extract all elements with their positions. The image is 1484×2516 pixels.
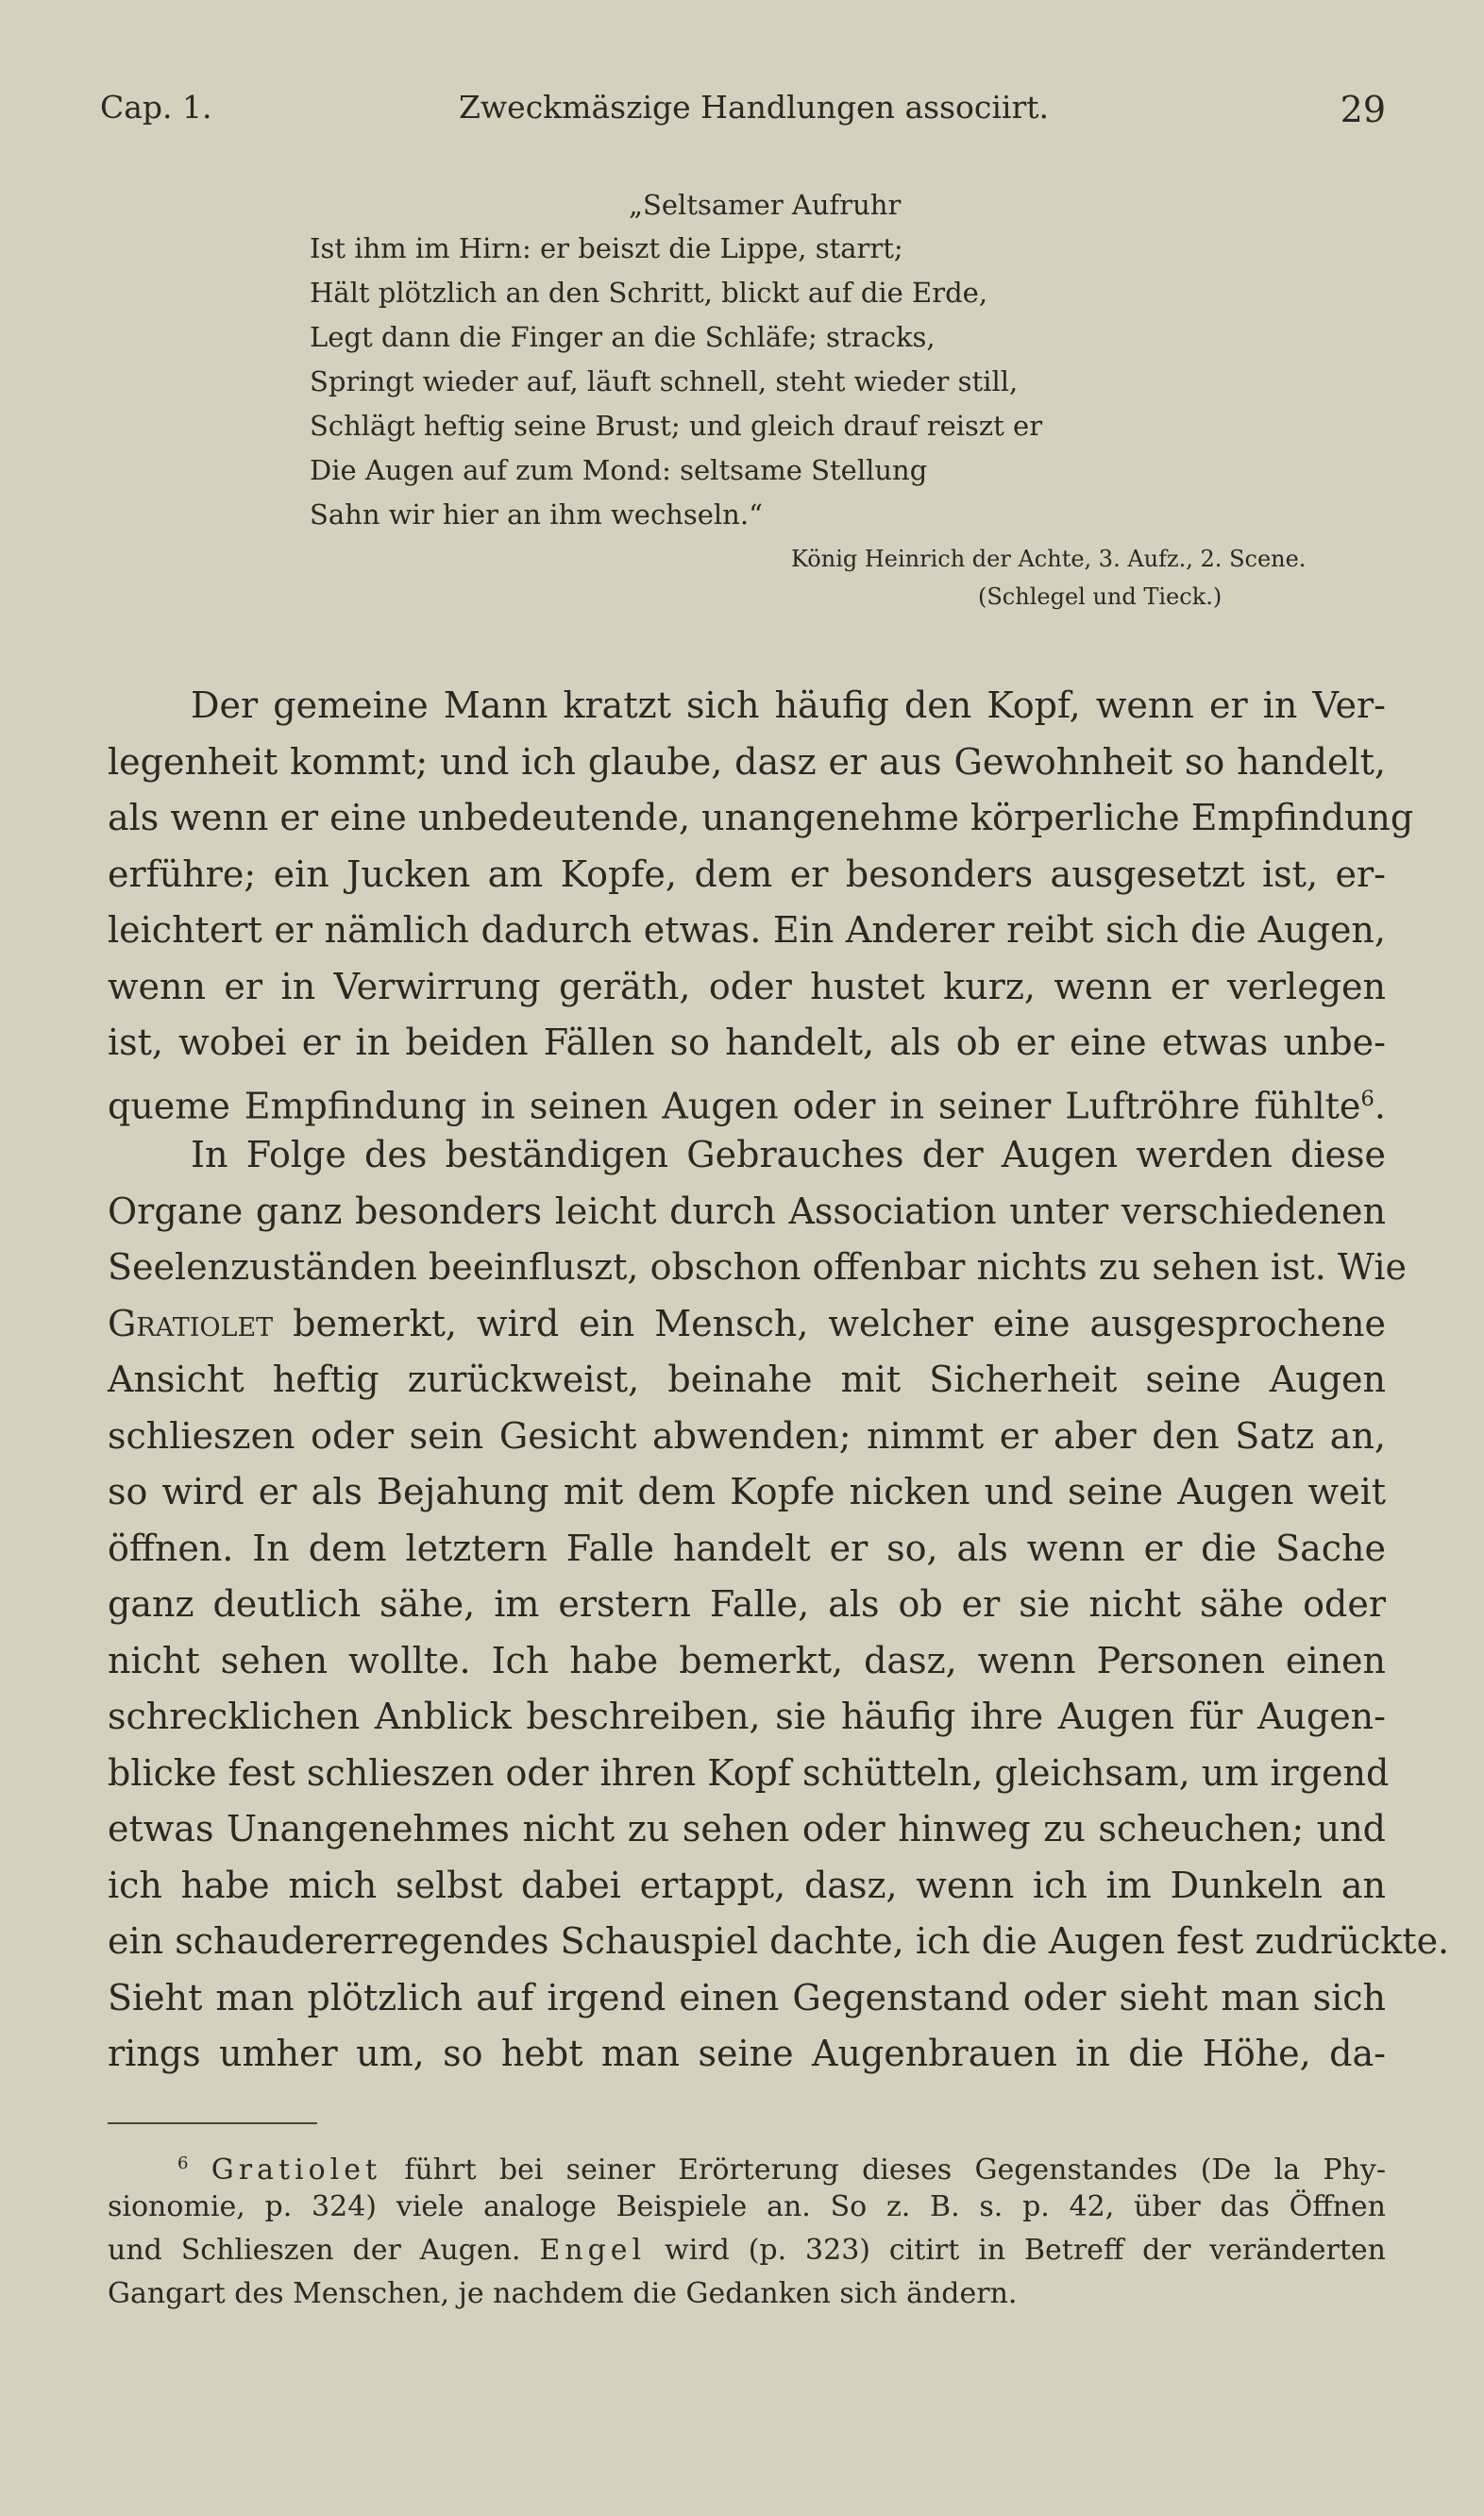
footnote-line: Gangart des Menschen, je nachdem die Gedanken sich ändern.	[108, 2277, 1018, 2310]
author-name: Engel	[539, 2234, 647, 2267]
footnote-words: führt bei seiner Erörterung dieses Gegenstandes (De la Phy-	[381, 2153, 1386, 2187]
text-line	[108, 1300, 1386, 1347]
text-line: Ansicht heftig zurückweist, beinahe mit Sicherheit seine Augen	[108, 1359, 1386, 1400]
text-line: ein schaudererregendes Schauspiel dachte, ich die Augen fest zudrückte.	[108, 1920, 1450, 1962]
footnote-reference[interactable]: 6	[1360, 1087, 1374, 1111]
text-line	[108, 1075, 1386, 1127]
text-line: Organe ganz besonders leicht durch Association unter verschiedenen	[108, 1190, 1386, 1232]
footnote-line: sionomie, p. 324) viele analoge Beispiele an. So z. B. s. p. 42, über das Öffnen	[108, 2190, 1386, 2223]
text-line: In Folge des beständigen Gebrauches der Augen werden diese	[191, 1134, 1386, 1175]
text-line: ich habe mich selbst dabei ertappt, dasz, wenn ich im Dunkeln an	[108, 1865, 1386, 1906]
footnote-line	[177, 2143, 1386, 2185]
footnote-marker: 6	[177, 2153, 189, 2173]
text-line: öffnen. In dem letztern Falle handelt er so, als wenn er die Sache	[108, 1528, 1386, 1569]
verse-line: Ist ihm im Hirn: er beiszt die Lippe, starrt;	[310, 232, 903, 264]
text-line: legenheit kommt; und ich glaube, dasz er aus Gewohnheit so handelt,	[108, 741, 1386, 783]
text-line-words: queme Empfindung in seinen Augen oder in seiner Luftröhre fühlte	[108, 1085, 1361, 1127]
text-line: nicht sehen wollte. Ich habe bemerkt, dasz, wenn Personen einen	[108, 1640, 1386, 1681]
text-line: so wird er als Bejahung mit dem Kopfe nicken und seine Augen weit	[108, 1471, 1386, 1512]
quote-attribution: König Heinrich der Achte, 3. Aufz., 2. Scene.	[791, 546, 1307, 572]
sentence-end: .	[1374, 1085, 1386, 1127]
author-name: Gratiolet	[211, 2153, 382, 2187]
verse-line: Legt dann die Finger an die Schläfe; stracks,	[310, 321, 936, 353]
text-line: ist, wobei er in beiden Fällen so handelt, als ob er eine etwas unbe-	[108, 1022, 1386, 1063]
text-line: leichtert er nämlich dadurch etwas. Ein Anderer reibt sich die Augen,	[108, 909, 1386, 951]
text-line: erführe; ein Jucken am Kopfe, dem er besonders ausgesetzt ist, er-	[108, 853, 1386, 895]
author-name: Gratiolet	[108, 1303, 274, 1344]
verse-line: Sahn wir hier an ihm wechseln.“	[310, 498, 763, 531]
running-title: Zweckmäszige Handlungen associirt.	[459, 89, 1049, 126]
footnote-line	[108, 2230, 1386, 2271]
page-number: 29	[1340, 89, 1386, 130]
footnote-words: und Schlieszen der Augen.	[108, 2234, 540, 2267]
text-line: Der gemeine Mann kratzt sich häufig den Kopf, wenn er in Ver-	[191, 684, 1386, 726]
verse-line: Die Augen auf zum Mond: seltsame Stellung	[310, 454, 928, 486]
text-line: als wenn er eine unbedeutende, unangenehme körperliche Empfindung	[108, 797, 1414, 838]
text-line: rings umher um, so hebt man seine Augenbrauen in die Höhe, da-	[108, 2033, 1386, 2074]
text-line: wenn er in Verwirrung geräth, oder hustet kurz, wenn er verlegen	[108, 966, 1386, 1007]
verse-line: Springt wieder auf, läuft schnell, steht wieder still,	[310, 365, 1019, 397]
text-line: ganz deutlich sähe, im erstern Falle, als ob er sie nicht sähe oder	[108, 1583, 1386, 1625]
footnote-words: wird (p. 323) citirt in Betreff der veränderten	[646, 2234, 1386, 2267]
verse-line: Schlägt heftig seine Brust; und gleich drauf reiszt er	[310, 410, 1043, 442]
verse-line: Hält plötzlich an den Schritt, blickt auf die Erde,	[310, 277, 988, 309]
text-line: schlieszen oder sein Gesicht abwenden; nimmt er aber den Satz an,	[108, 1415, 1386, 1457]
chapter-label: Cap. 1.	[100, 89, 212, 126]
text-line-words: bemerkt, wird ein Mensch, welcher eine ausgesprochene	[273, 1303, 1386, 1344]
footnote-rule	[108, 2122, 317, 2124]
text-line: schrecklichen Anblick beschreiben, sie häufig ihre Augen für Augen-	[108, 1696, 1386, 1737]
verse-line: „Seltsamer Aufruhr	[629, 189, 902, 221]
text-line: Seelenzuständen beeinfluszt, obschon offenbar nichts zu sehen ist. Wie	[108, 1246, 1407, 1288]
quote-translator: (Schlegel und Tieck.)	[978, 583, 1223, 610]
running-head	[100, 89, 1386, 142]
text-line: etwas Unangenehmes nicht zu sehen oder hinweg zu scheuchen; und	[108, 1808, 1386, 1849]
text-line: blicke fest schlieszen oder ihren Kopf schütteln, gleichsam, um irgend	[108, 1752, 1390, 1794]
text-line: Sieht man plötzlich auf irgend einen Gegenstand oder sieht man sich	[108, 1977, 1386, 2018]
